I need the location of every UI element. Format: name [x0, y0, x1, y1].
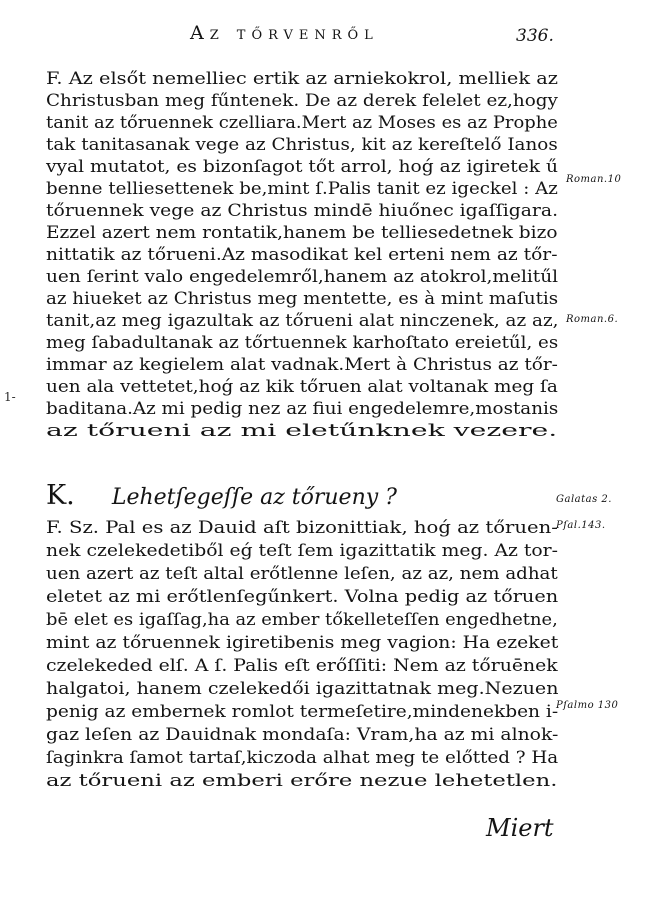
running-head: Az tőrvenről — [190, 22, 379, 44]
margin-note: Galatas 2. — [556, 494, 612, 505]
text-line: Ezzel azert nem rontatik,hanem be telliesedetnek bizo — [46, 223, 558, 243]
page-number: 336. — [516, 26, 554, 46]
text-line: ſaginkra ſamot tartaſ,kiczoda alhat meg te előtted ? Ha — [46, 748, 559, 768]
text-line: halgatoi, hanem czelekedői igazittatnak meg.Nezuen — [46, 679, 559, 699]
question-text: Lehetſegeſſe az tőrueny ? — [111, 485, 397, 510]
text-line: tanit,az meg igazultak az tőrueni alat ninczenek, az az, — [46, 311, 559, 331]
text-line: tak tanitasanak vege az Christus, kit az kereſtelő Ianos — [46, 135, 558, 155]
margin-note: Roman.6. — [566, 314, 619, 325]
margin-note: Pſal.143. — [556, 520, 606, 531]
text-line: bē elet es igaſſag,ha az ember tőkelleteſſen engedhetne, — [46, 610, 558, 630]
catchword: Miert — [486, 814, 554, 842]
margin-note: Roman.10 — [566, 174, 622, 185]
text-line: uen ſerint valo engedelemről,hanem az atokrol,melitűl — [46, 267, 559, 287]
text-line: mint az tőruennek igiretibenis meg vagion: Ha ezeket — [46, 633, 559, 653]
text-line: az tőrueni az mi eletűnknek vezere. — [46, 421, 558, 441]
text-line: tőruennek vege az Christus mindē hiuőnec igaſſigara. — [46, 201, 559, 221]
text-line: Christusban meg fűntenek. De az derek felelet ez,hogy — [46, 91, 558, 111]
text-line: F. Sz. Pal es az Dauid aſt bizonittiak, hoǵ az tőruen- — [46, 518, 558, 538]
text-line: benne telliesettenek be,mint ſ.Palis tanit ez igeckel : Az — [46, 179, 558, 199]
text-line: nek czelekedetiből eǵ teſt ſem igazittatik meg. Az tor- — [46, 541, 558, 561]
stray-mark: 1- — [4, 390, 16, 404]
text-line: vyal mutatot, es bizonſagot tőt arrol, hoǵ az igiretek ű — [46, 157, 558, 177]
text-line: baditana.Az mi pedig nez az fiui engedelemre,mostanis — [46, 399, 559, 419]
question-mark-letter: K. — [46, 480, 75, 511]
text-line: uen ala vettetet,hoǵ az kik tőruen alat voltanak meg ſa — [46, 377, 558, 397]
question-heading — [46, 480, 397, 511]
text-line: uen azert az teſt altal erőtlenne leſen, az az, nem adhat — [46, 564, 558, 584]
text-line: az tőrueni az emberi erőre nezue lehetetlen. — [46, 771, 558, 791]
text-line: immar az kegielem alat vadnak.Mert à Christus az tőr- — [46, 355, 558, 375]
margin-note: Pſalmo 130 — [556, 700, 619, 711]
text-line: penig az embernek romlot termeſetire,mindenekben i- — [46, 702, 559, 722]
text-line: eletet az mi erőtlenſegűnkert. Volna pedig az tőruen — [46, 587, 559, 607]
text-line: tanit az tőruennek czelliara.Mert az Moses es az Prophe — [46, 113, 558, 133]
text-line: meg ſabadultanak az tőrtuennek karhoſtato ereietűl, es — [46, 333, 559, 353]
text-line: az hiueket az Christus meg mentette, es à mint maſutis — [46, 289, 559, 309]
text-line: F. Az elsőt nemelliec ertik az arniekokrol, melliek az — [46, 69, 558, 89]
text-line: czelekeded elſ. A ſ. Palis eſt erőſſiti: Nem az tőruēnek — [46, 656, 558, 676]
text-line: nittatik az tőrueni.Az masodikat kel erteni nem az tőr- — [46, 245, 558, 265]
text-line: gaz leſen az Dauidnak mondaſa: Vram,ha az mi alnok- — [46, 725, 559, 745]
